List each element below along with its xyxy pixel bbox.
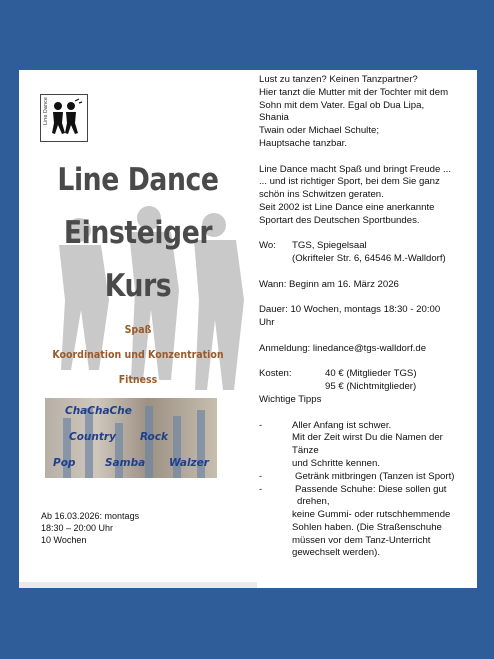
costs-row xyxy=(259,368,473,381)
poster-panel xyxy=(19,70,257,588)
info-column xyxy=(259,74,473,560)
logo-label: Line Dance xyxy=(43,97,49,125)
about-line: schön ins Schwitzen geraten. xyxy=(259,189,384,201)
dance-waltz: Walzer xyxy=(169,457,209,469)
dance-chachacha: ChaChaChe xyxy=(65,405,132,417)
dance-country: Country xyxy=(69,431,116,443)
intro-line: Twain oder Michael Schulte; xyxy=(259,125,379,137)
tip-text: gewechselt werden). xyxy=(292,547,380,559)
intro-line: Shania xyxy=(259,112,289,124)
location-value: TGS, Spiegelsaal xyxy=(292,240,367,252)
location-address: (Okrifteler Str. 6, 64546 M.-Walldorf) xyxy=(292,253,446,265)
tip-text: Sohlen haben. (Die Straßenschuhe xyxy=(292,521,442,533)
intro-line: Lust zu tanzen? Keinen Tanzpartner? xyxy=(259,74,418,85)
poster-title-line-3: Kurs xyxy=(104,268,172,304)
costs-label: Kosten: xyxy=(259,368,292,380)
start-date: Wann: Beginn am 16. März 2026 xyxy=(259,278,399,290)
registration-email[interactable]: Anmeldung: linedance@tgs-walldorf.de xyxy=(259,342,427,354)
about-line: Line Dance macht Spaß und bringt Freude ... xyxy=(259,163,451,175)
location-label: Wo: xyxy=(259,240,276,252)
tip-text: keine Gummi- oder rutschhemmende xyxy=(292,509,451,521)
club-logo xyxy=(40,94,88,142)
dance-samba: Samba xyxy=(105,457,146,469)
about-line: Seit 2002 ist Line Dance eine anerkannte xyxy=(259,201,435,213)
bullet: - xyxy=(259,419,263,431)
dance-floor-photo xyxy=(45,398,217,478)
tip-text: Mit der Zeit wirst Du die Namen der xyxy=(292,432,443,444)
poster-title-line-1: Line Dance xyxy=(57,162,219,198)
feature-fun: Spaß xyxy=(124,324,152,336)
schedule-duration: 10 Wochen xyxy=(41,535,87,545)
schedule-start: Ab 16.03.2026: montags xyxy=(41,511,140,521)
feature-fitness: Fitness xyxy=(118,374,158,386)
tip-text: und Schritte kennen. xyxy=(292,457,381,469)
bullet: - xyxy=(259,470,263,482)
tip-item xyxy=(259,484,473,497)
intro-line: Hier tanzt die Mutter mit der Tochter mit dem xyxy=(259,86,449,98)
tip-text: Tänze xyxy=(292,445,319,457)
tips-heading: Wichtige Tipps xyxy=(259,393,322,405)
duration-line: Dauer: 10 Wochen, montags 18:30 - 20:00 xyxy=(259,304,441,316)
tip-text: Aller Anfang ist schwer. xyxy=(292,419,392,431)
schedule-time: 18:30 – 20:00 Uhr xyxy=(41,523,114,533)
feature-coordination: Koordination und Konzentration xyxy=(52,349,224,361)
about-line: Sportart des Deutschen Sportbundes. xyxy=(259,214,420,226)
poster-title-line-2: Einsteiger xyxy=(63,215,213,251)
cost-members: 40 € (Mitglieder TGS) xyxy=(325,368,417,380)
tip-text: Getränk mitbringen (Tanzen ist Sport) xyxy=(295,470,455,482)
intro-line: Hauptsache tanzbar. xyxy=(259,137,348,149)
bottom-divider xyxy=(19,582,257,588)
tip-item xyxy=(259,420,473,433)
tip-text: Passende Schuhe: Diese sollen gut xyxy=(295,483,447,495)
location-row xyxy=(259,240,473,253)
cost-nonmembers: 95 € (Nichtmitglieder) xyxy=(325,381,417,393)
about-line: ... und ist richtiger Sport, bei dem Sie ganz xyxy=(259,176,440,188)
tip-text: müssen vor dem Tanz-Unterricht xyxy=(292,534,431,546)
dance-rock: Rock xyxy=(140,431,168,443)
schedule-box xyxy=(41,510,139,546)
flyer-page xyxy=(19,70,477,588)
tip-item xyxy=(259,471,473,484)
dance-pop: Pop xyxy=(53,457,76,469)
duration-line: Uhr xyxy=(259,317,275,329)
tip-text: drehen, xyxy=(297,496,330,508)
bullet: - xyxy=(259,483,263,495)
intro-line: Sohn mit dem Vater. Egal ob Dua Lipa, xyxy=(259,99,425,111)
